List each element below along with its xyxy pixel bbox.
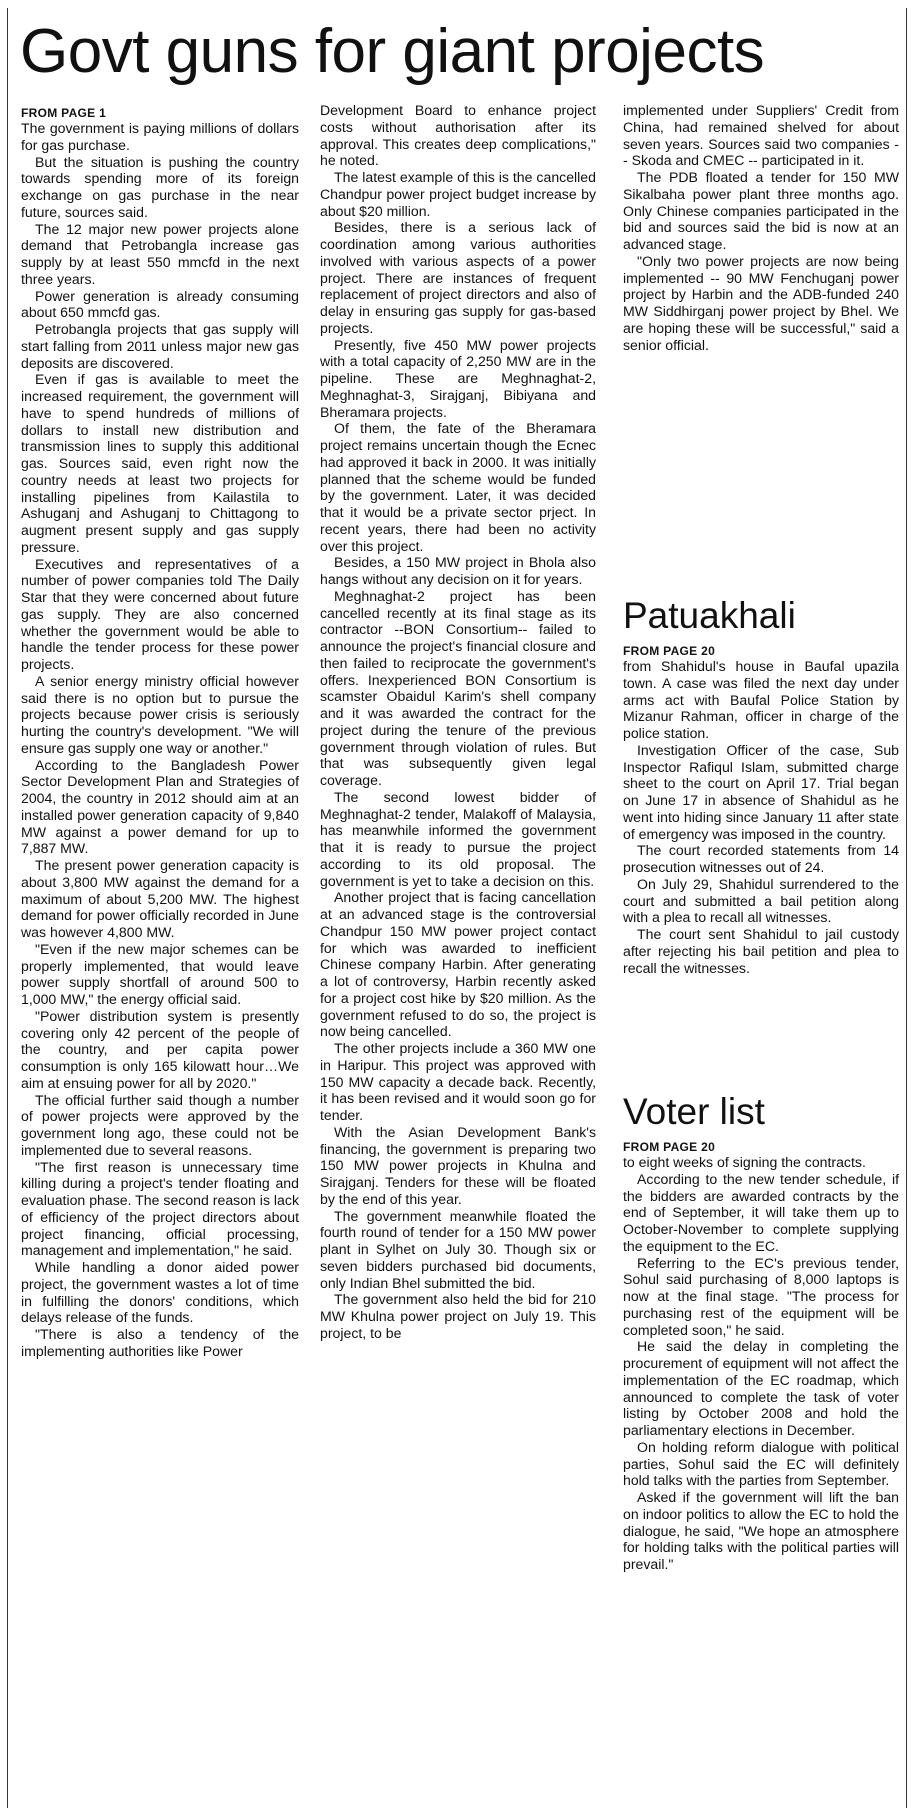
- column-rule-left: [7, 8, 8, 1808]
- article-column-3: [623, 102, 899, 353]
- column-rule-right: [906, 8, 907, 1808]
- article-paragraph: With the Asian Development Bank's financing, the government is preparing two 150 MW power projects in Khulna and Sirajganj. Tenders for these will be floated by the end of this year.: [320, 1123, 596, 1207]
- story-paragraph: to eight weeks of signing the contracts.: [623, 1154, 866, 1170]
- article-kicker: FROM PAGE 1: [21, 106, 107, 120]
- article-paragraph: Another project that is facing cancellation at an advanced stage is the controversial Chandpur 150 MW power project contact for which was awarded to inefficient Chinese company Harbin. After generating a lot of controversy, Harbin recently asked for a project cost hike by $20 million. As the government refused to do so, the project is now being cancelled.: [320, 889, 596, 1040]
- article-paragraph: The other projects include a 360 MW one in Haripur. This project was approved with 150 MW capacity a decade back. Recently, it has been revised and it would soon go for tender.: [320, 1040, 596, 1123]
- article-paragraph: "Even if the new major schemes can be properly implemented, that would leave power supply shortfall of around 500 to 1,000 MW," the energy official said.: [21, 940, 299, 1007]
- article-paragraph: The second lowest bidder of Meghnaghat-2 tender, Malakoff of Malaysia, has meanwhile informed the government that it is ready to pursue the project according to its old proposal. The government is yet to take a decision on this.: [320, 788, 596, 889]
- article-paragraph: Meghnaghat-2 project has been cancelled recently at its final stage as its contractor --BON Consortium-- failed to announce the project's financial closure and then failed to reciprocate the government's offers. Inexperienced BON Consortium is scamster Obaidul Karim's shell company and it was awarded the contract for the project during the tenure of the previous government through violation of rules. But that was subsequently given legal coverage.: [320, 587, 596, 788]
- article-paragraph: Besides, a 150 MW project in Bhola also hangs without any decision on it for years.: [320, 554, 596, 587]
- story-paragraph: According to the new tender schedule, if the bidders are awarded contracts by the end of September, it will take them up to October-November to complete supplying the equipment to the EC.: [623, 1170, 899, 1254]
- article-paragraph: "Only two power projects are now being implemented -- 90 MW Fenchuganj power project by Harbin and the ADB-funded 240 MW Siddhirganj power project by Bhel. We are hoping these will be successful," said a senior official.: [623, 252, 899, 353]
- article-paragraph: Presently, five 450 MW power projects with a total capacity of 2,250 MW are in the pipeline. These are Meghnaghat-2, Meghnaghat-3, Sirajganj, Bibiyana and Bheramara projects.: [320, 336, 596, 420]
- story-paragraph: The court sent Shahidul to jail custody after rejecting his bail petition and plea to recall the witnesses.: [623, 926, 899, 976]
- voter-list-kicker: FROM PAGE 20: [623, 1140, 716, 1154]
- story-paragraph: Asked if the government will lift the ban on indoor politics to allow the EC to hold the dialogue, he said, "We hope an atmosphere for holding talks with the political parties will prevail.": [623, 1489, 899, 1572]
- article-paragraph: Petrobangla projects that gas supply will start falling from 2011 unless major new gas deposits are discovered.: [21, 321, 299, 371]
- article-paragraph: The official further said though a number of power projects were approved by the government long ago, these could not be implemented due to several reasons.: [21, 1091, 299, 1158]
- article-paragraph: A senior energy ministry official however said there is no option but to pursue the projects because power crisis is seriously hurting the country's development. "We will ensure gas supply one way or another.": [21, 672, 299, 756]
- story-paragraph: He said the delay in completing the procurement of equipment will not affect the implementation of the EC roadmap, which announced to complete the task of voter listing by October 2008 and hold the parliamentary elections in December.: [623, 1338, 899, 1438]
- article-headline: Govt guns for giant projects: [20, 17, 765, 86]
- article-column-2: [320, 102, 596, 1342]
- article-column-1: [21, 106, 299, 1360]
- article-paragraph: Even if gas is available to meet the increased requirement, the government will have to spend hundreds of millions of dollars to install new distribution and transmission lines to supply this additional gas. Sources said, even right now the country needs at least two projects for installing pipelines from Kailastila to Ashuganj and Ashuganj to Chittagong to augment present supply and gas supply pressure.: [21, 371, 299, 555]
- article-paragraph: The government also held the bid for 210 MW Khulna power project on July 19. This project, to be: [320, 1291, 596, 1341]
- article-paragraph: Power generation is already consuming about 650 mmcfd gas.: [21, 287, 299, 321]
- article-paragraph: The government is paying millions of dollars for gas purchase.: [21, 120, 299, 153]
- article-paragraph: Besides, there is a serious lack of coordination among various authorities involved with various aspects of a power project. There are instances of frequent replacement of project directors and also of delay in ensuring gas supply for gas-based projects.: [320, 219, 596, 336]
- article-paragraph: "Power distribution system is presently covering only 42 percent of the people of the country, and per capita power consumption is only 165 kilowatt hour…We aim at ensuing power for all by 2020.": [21, 1007, 299, 1091]
- article-paragraph: But the situation is pushing the country towards spending more of its foreign exchange on gas purchase in the near future, sources said.: [21, 153, 299, 220]
- voter-list-story: [623, 1140, 899, 1573]
- story-paragraph: On July 29, Shahidul surrendered to the court and submitted a bail petition along with a plea to recall all witnesses.: [623, 875, 899, 926]
- voter-list-headline: Voter list: [623, 1091, 765, 1132]
- article-paragraph: The 12 major new power projects alone demand that Petrobangla increase gas supply by at least 550 mmcfd in the next three years.: [21, 220, 299, 287]
- story-paragraph: The court recorded statements from 14 prosecution witnesses out of 24.: [623, 842, 899, 875]
- article-paragraph: Development Board to enhance project costs without authorisation after its approval. This creates deep complications," he noted.: [320, 102, 596, 169]
- article-paragraph: "There is also a tendency of the implementing authorities like Power: [21, 1326, 299, 1359]
- article-paragraph: The present power generation capacity is about 3,800 MW against the demand for a maximum of about 5,200 MW. The highest demand for power officially recorded in June was however 4,800 MW.: [21, 857, 299, 940]
- patuakhali-headline: Patuakhali: [623, 595, 796, 636]
- story-paragraph: from Shahidul's house in Baufal upazila town. A case was filed the next day under arms act with Baufal Police Station by Mizanur Rahman, officer in charge of the police station.: [623, 658, 899, 741]
- story-paragraph: Investigation Officer of the case, Sub Inspector Rafiqul Islam, submitted charge sheet to the court on April 17. Trial began on June 17 in absence of Shahidul as he went into hiding since January 11 after state of emergency was imposed in the country.: [623, 741, 899, 842]
- article-paragraph: Executives and representatives of a number of power companies told The Daily Star that they were concerned about future gas supply. They are also concerned whether the government would be able to handle the tender process for these power projects.: [21, 555, 299, 672]
- article-paragraph: Of them, the fate of the Bheramara project remains uncertain though the Ecnec had approved it back in 2000. It was initially planned that the scheme would be funded by the government. Later, it was decided that it would be a private sector prject. In recent years, there had been no activity over this project.: [320, 420, 596, 554]
- article-paragraph: According to the Bangladesh Power Sector Development Plan and Strategies of 2004, the country in 2012 should aim at an installed power generation capacity of 9,840 MW against a power demand for up to 7,887 MW.: [21, 756, 299, 857]
- article-paragraph: While handling a donor aided power project, the government wastes a lot of time in fulfilling the donors' conditions, which delays release of the funds.: [21, 1259, 299, 1326]
- article-paragraph: The government meanwhile floated the fourth round of tender for a 150 MW power plant in Sylhet on July 30. Though six or seven bidders purchased bid documents, only Indian Bhel submitted the bid.: [320, 1207, 596, 1291]
- article-paragraph: implemented under Suppliers' Credit from China, had remained shelved for about seven years. Sources said two companies -- Skoda and CMEC -- participated in it.: [623, 102, 899, 169]
- story-paragraph: On holding reform dialogue with political parties, Sohul said the EC will definitely hold talks with the parties from September.: [623, 1438, 899, 1489]
- article-paragraph: The PDB floated a tender for 150 MW Sikalbaha power plant three months ago. Only Chinese companies participated in the bid and sources said the bid is now at an advanced stage.: [623, 169, 899, 252]
- article-paragraph: "The first reason is unnecessary time killing during a project's tender floating and evaluation phase. The second reason is lack of efficiency of the project directors about project financing, official processing, management and implementation," he said.: [21, 1158, 299, 1259]
- article-paragraph: The latest example of this is the cancelled Chandpur power project budget increase by about $20 million.: [320, 169, 596, 219]
- patuakhali-kicker: FROM PAGE 20: [623, 644, 716, 658]
- patuakhali-story: [623, 644, 899, 976]
- story-paragraph: Referring to the EC's previous tender, Sohul said purchasing of 8,000 laptops is now at the final stage. "The process for purchasing rest of the equipment will be completed soon," he said.: [623, 1254, 899, 1338]
